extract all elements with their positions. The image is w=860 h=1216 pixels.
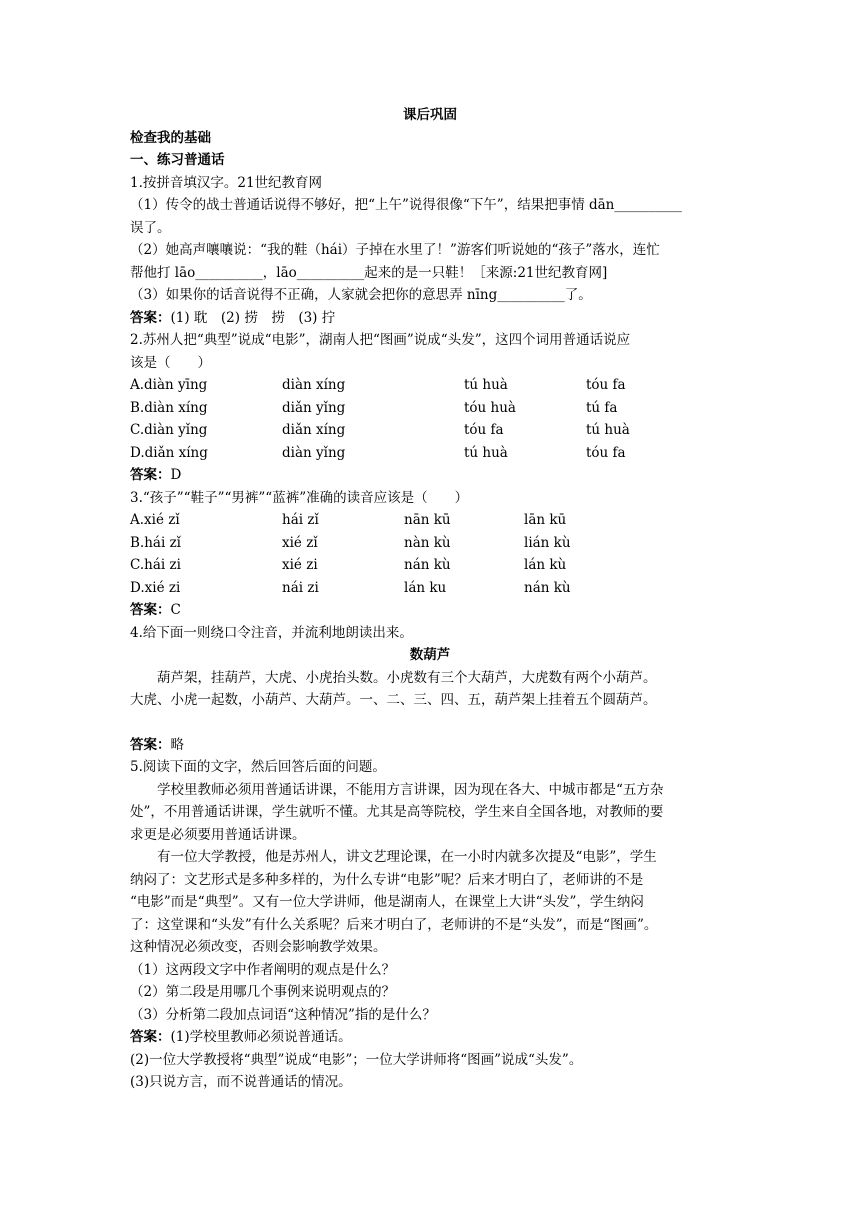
q5-sub-question-2: （2）第二段是用哪几个事例来说明观点的？	[130, 984, 396, 1000]
answer-label: 答案：	[130, 736, 171, 753]
question-2-stem-line1: 2.苏州人把“典型”说成“电影”，湖南人把“图画”说成“头发”，这四个词用普通话说应	[130, 332, 631, 348]
option-cell: B.diàn xíng	[130, 399, 208, 416]
answer-text: D	[170, 467, 182, 483]
option-cell: C.diàn yǐng	[130, 422, 208, 438]
option-cell: A.xié zǐ	[130, 512, 180, 528]
answer-label: 答案：	[130, 1029, 171, 1045]
option-cell: A.diàn yīng	[130, 377, 208, 393]
page-title: 课后巩固	[403, 107, 457, 123]
option-cell: nái zi	[282, 579, 319, 596]
option-cell: lān kū	[524, 512, 567, 528]
option-cell: nán kù	[404, 557, 451, 573]
option-cell: C.hái zi	[130, 557, 181, 573]
option-cell: tú huà	[464, 377, 508, 393]
q1-part3: （3）如果你的话音说得不正确，人家就会把你的意思弄 nīng__________了。	[130, 287, 592, 303]
option-cell: xié zǐ	[282, 534, 318, 551]
passage-para2-line2: 纳闷了：文艺形式是多种多样的，为什么专讲“电影”呢？后来才明白了，老师讲的不是	[130, 871, 644, 888]
option-cell: lián kù	[524, 534, 571, 551]
option-cell: xié zi	[282, 557, 318, 573]
q4-answer	[130, 734, 730, 757]
poem-line-1: 葫芦架，挂葫芦，大虎、小虎抬头数。小虎数有三个大葫芦，大虎数有两个小葫芦。	[157, 669, 657, 686]
question-3-stem: 3.“孩子”“鞋子”“男裤”“蓝裤”准确的读音应该是（ ）	[130, 489, 469, 506]
passage-para2-line4: 了：这堂课和“头发”有什么关系呢？后来才明白了，老师讲的不是“头发”，而是“图画”。	[130, 916, 658, 933]
poem-line-2: 大虎、小虎一起数，小葫芦、大葫芦。一、二、三、四、五，葫芦架上挂着五个圆葫芦。	[130, 692, 657, 708]
answer-text: (1) 耽 (2) 捞 捞 (3) 拧	[170, 309, 336, 326]
passage-para2-line1: 有一位大学教授，他是苏州人，讲文艺理论课，在一小时内就多次提及“电影”，学生	[157, 849, 657, 865]
option-cell: tóu fa	[586, 377, 626, 393]
q5-answer-2: (2)一位大学教授将“典型”说成“电影”；一位大学讲师将“图画”说成“头发”。	[130, 1051, 583, 1068]
q1-part1-line2: 误了。	[130, 219, 171, 236]
question-5-stem: 5.阅读下面的文字，然后回答后面的问题。	[130, 759, 386, 775]
passage-para1-line2: 处”，不用普通话讲课，学生就听不懂。尤其是高等院校，学生来自全国各地，对教师的要	[130, 804, 664, 820]
option-cell: tóu fa	[464, 422, 504, 438]
option-cell: tóu huà	[464, 399, 516, 416]
option-cell: D.diǎn xíng	[130, 444, 208, 461]
option-cell: tóu fa	[586, 444, 626, 461]
answer-label: 答案：	[130, 309, 171, 326]
subsection-heading: 一、练习普通话	[130, 152, 225, 168]
option-cell: tú fa	[586, 399, 618, 416]
q2-option-c	[130, 419, 730, 442]
q1-part2-line2: 帮他打 lāo__________，lāo__________起来的是一只鞋！［来源:21世纪教育网]	[130, 264, 608, 281]
option-cell: hái zǐ	[282, 512, 319, 528]
q5-answer-3: (3)只说方言，而不说普通话的情况。	[130, 1074, 352, 1090]
answer-text: (1)学校里教师必须说普通话。	[170, 1029, 352, 1045]
q3-answer	[130, 599, 730, 622]
option-cell: lán ku	[404, 579, 447, 596]
question-2-stem-line2: 该是（ ）	[130, 354, 211, 371]
option-cell: tú huà	[464, 444, 508, 461]
option-cell: D.xié zi	[130, 579, 181, 596]
q2-option-d	[130, 442, 730, 465]
q3-option-a	[130, 509, 730, 532]
question-4-stem: 4.给下面一则绕口令注音，并流利地朗读出来。	[130, 624, 413, 641]
q5-sub-question-3: （3）分析第二段加点词语“这种情况”指的是什么？	[130, 1006, 436, 1023]
option-cell: lán kù	[524, 557, 567, 573]
option-cell: nān kū	[404, 512, 451, 528]
answer-label: 答案：	[130, 602, 171, 618]
q5-sub-question-1: （1）这两段文字中作者阐明的观点是什么？	[130, 961, 396, 978]
passage-para1-line3: 求更是必须要用普通话讲课。	[130, 826, 306, 843]
q1-answer	[130, 307, 730, 330]
poem-title: 数葫芦	[409, 647, 451, 663]
passage-para1-line1: 学校里教师必须用普通话讲课，不能用方言讲课，因为现在各大、中城市都是“五方杂	[157, 781, 664, 798]
option-cell: diàn xíng	[282, 377, 346, 393]
option-cell: nàn kù	[404, 534, 451, 551]
section-heading: 检查我的基础	[130, 129, 211, 146]
q5-answer-1	[130, 1026, 730, 1049]
q2-option-b	[130, 397, 730, 420]
q3-option-d	[130, 577, 730, 600]
q1-part2-line1: （2）她高声嚷嚷说：“我的鞋（hái）子掉在水里了！”游客们听说她的“孩子”落水，连忙	[130, 242, 660, 258]
passage-para2-line3: “电影”而是“典型”。又有一位大学讲师，他是湖南人，在课堂上大讲“头发”，学生纳闷	[130, 894, 644, 910]
document-page	[130, 104, 730, 1094]
answer-text: C	[170, 602, 181, 618]
answer-label: 答案：	[130, 467, 171, 483]
option-cell: tú huà	[586, 422, 630, 438]
option-cell: B.hái zǐ	[130, 534, 181, 551]
spacer	[130, 712, 730, 734]
q3-option-c	[130, 554, 730, 577]
answer-text: 略	[170, 736, 184, 753]
question-1-stem: 1.按拼音填汉字。21世纪教育网	[130, 174, 323, 191]
q2-option-a	[130, 374, 730, 397]
option-cell: diǎn yǐng	[282, 399, 346, 416]
option-cell: diǎn xíng	[282, 422, 346, 438]
option-cell: nán kù	[524, 579, 571, 596]
q2-answer	[130, 464, 730, 487]
passage-para2-line5: 这种情况必须改变，否则会影响教学效果。	[130, 939, 387, 955]
option-cell: diàn yǐng	[282, 444, 346, 461]
q3-option-b	[130, 532, 730, 555]
q1-part1-line1: （1）传令的战士普通话说得不够好，把“上午”说得很像“下午”，结果把事情 dān__________	[130, 197, 682, 213]
